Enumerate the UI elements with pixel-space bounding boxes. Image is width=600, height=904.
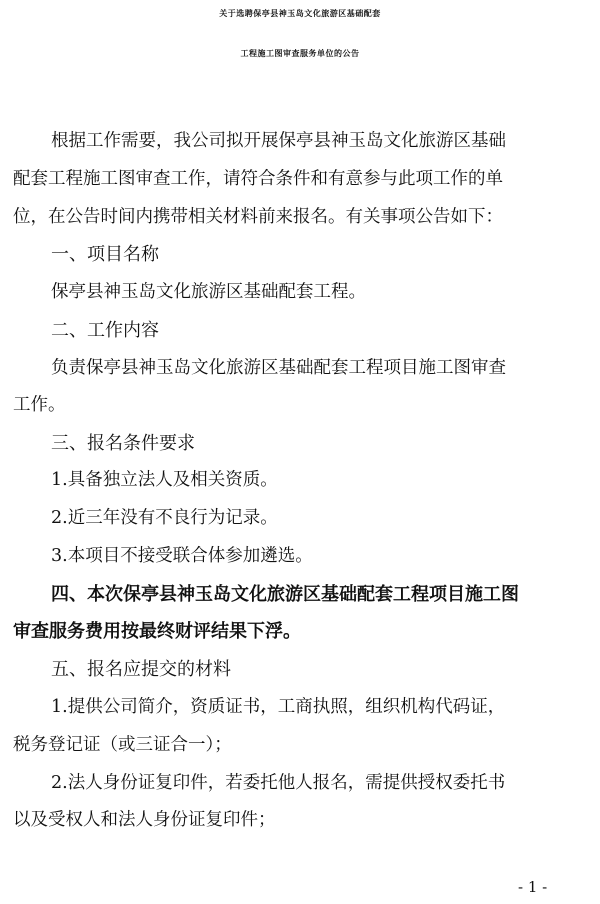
intro-paragraph-line-3: 位，在公告时间内携带相关材料前来报名。有关事项公告如下： [13, 207, 503, 227]
section-4-line-1: 四、本次保亭县神玉岛文化旅游区基础配套工程项目施工图 [51, 584, 519, 605]
section-2-body-line-2: 工作。 [13, 395, 66, 415]
section-2-body-line-1: 负责保亭县神玉岛文化旅游区基础配套工程项目施工图审查 [51, 358, 506, 378]
document-title-line-2: 工程施工图审查服务单位的公告 [240, 49, 360, 58]
section-3-item-2: 2.近三年没有不良行为记录。 [51, 508, 278, 528]
section-3-heading: 三、报名条件要求 [51, 433, 195, 454]
section-5-item-2-line-2: 以及受权人和法人身份证复印件； [13, 810, 276, 830]
section-1-body: 保亭县神玉岛文化旅游区基础配套工程。 [51, 282, 366, 302]
section-5-item-1-line-2: 税务登记证（或三证合一）； [13, 735, 232, 755]
intro-paragraph-line-2: 配套工程施工图审查工作，请符合条件和有意参与此项工作的单 [13, 169, 503, 189]
section-3-item-3: 3.本项目不接受联合体参加遴选。 [51, 546, 313, 566]
section-2-heading: 二、工作内容 [51, 320, 159, 341]
section-3-item-1: 1.具备独立法人及相关资质。 [51, 470, 278, 490]
section-1-heading: 一、项目名称 [51, 244, 159, 265]
document-title-line-1: 关于选聘保亭县神玉岛文化旅游区基础配套 [219, 9, 381, 18]
section-5-item-2-line-1: 2.法人身份证复印件，若委托他人报名，需提供授权委托书 [51, 773, 506, 793]
section-5-item-1-line-1: 1.提供公司简介，资质证书，工商执照，组织机构代码证， [51, 697, 506, 717]
intro-paragraph-line-1: 根据工作需要，我公司拟开展保亭县神玉岛文化旅游区基础 [51, 131, 506, 151]
page-number: - 1 - [518, 878, 548, 896]
section-5-heading: 五、报名应提交的材料 [51, 659, 231, 680]
section-4-line-2: 审查服务费用按最终财评结果下浮。 [13, 621, 301, 642]
